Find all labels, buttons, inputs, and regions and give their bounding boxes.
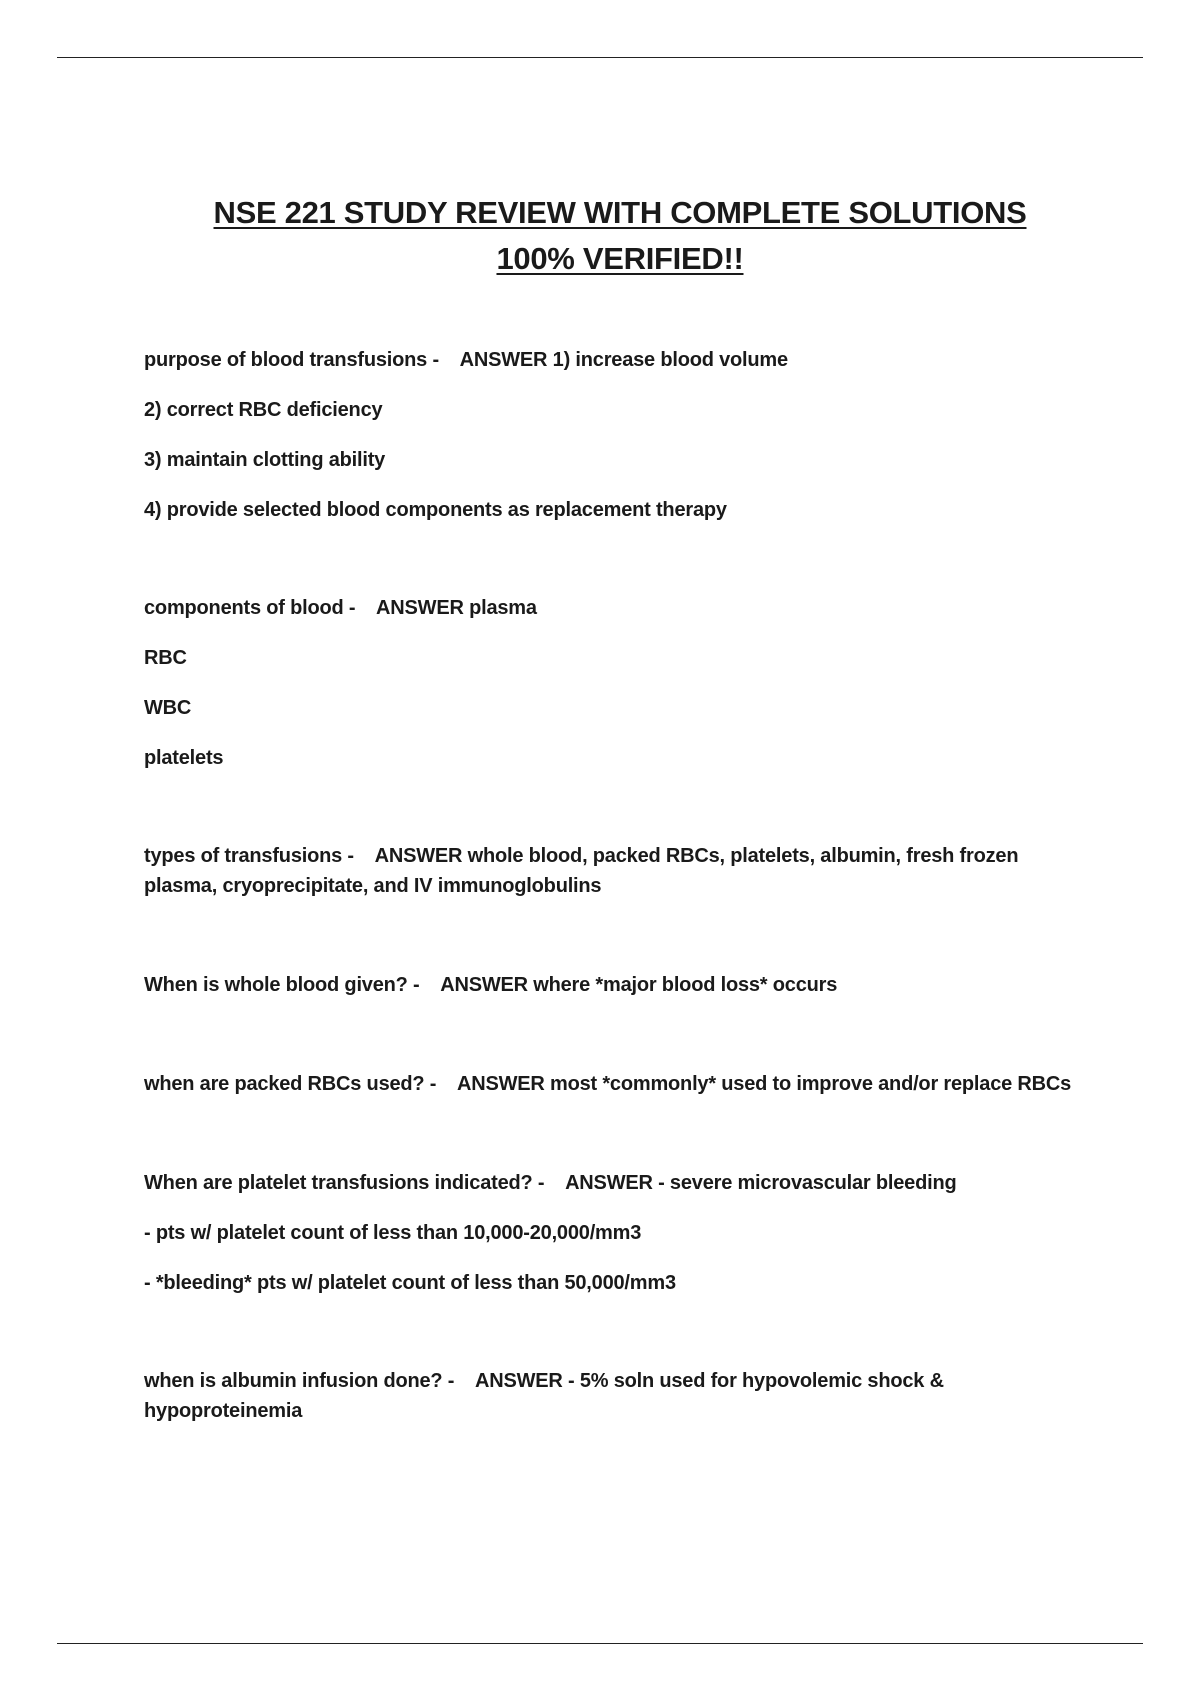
page-title [130, 190, 1110, 282]
question-text: When are platelet transfusions indicated? [144, 1172, 533, 1194]
qa-entry [144, 841, 1084, 901]
separator: - [424, 1073, 457, 1095]
qa-line [144, 593, 1084, 623]
answer-continuation: 2) correct RBC deficiency [144, 399, 383, 421]
footer-rule [57, 1643, 1143, 1644]
answer-continuation: WBC [144, 697, 192, 719]
qa-entry [144, 593, 1084, 773]
answer-continuation: RBC [144, 647, 187, 669]
qa-line [144, 345, 1084, 375]
qa-entry [144, 1366, 1084, 1426]
separator: - [532, 1172, 566, 1194]
answer-continuation: - *bleeding* pts w/ platelet count of less than 50,000/mm3 [144, 1272, 676, 1294]
answer-continuation: platelets [144, 747, 224, 769]
answer-continuation: 3) maintain clotting ability [144, 449, 386, 471]
separator: - [342, 845, 375, 867]
separator: - [407, 974, 441, 996]
qa-line [144, 1366, 1084, 1426]
answer-text: ANSWER whole blood, packed RBCs, platelets, albumin, fresh frozen plasma, cryoprecipitate, and IV immunoglobulins [144, 845, 1019, 897]
question-text: types of transfusions [144, 845, 343, 867]
title-line-1: NSE 221 STUDY REVIEW WITH COMPLETE SOLUTIONS [213, 195, 1027, 230]
separator: - [442, 1370, 475, 1392]
question-text: When is whole blood given? [144, 974, 408, 996]
title-line-2: 100% VERIFIED!! [496, 241, 744, 276]
question-text: when is albumin infusion done? [144, 1370, 443, 1392]
question-text: when are packed RBCs used? [144, 1073, 425, 1095]
answer-text: ANSWER - severe microvascular bleeding [565, 1172, 957, 1194]
header-rule [57, 57, 1143, 58]
answer-continuation: 4) provide selected blood components as replacement therapy [144, 499, 727, 521]
answer-text: ANSWER 1) increase blood volume [459, 349, 788, 371]
qa-line [144, 1069, 1084, 1099]
separator: - [343, 597, 377, 619]
answer-continuation: - pts w/ platelet count of less than 10,000-20,000/mm3 [144, 1222, 642, 1244]
answer-text: ANSWER - 5% soln used for hypovolemic shock & hypoproteinemia [144, 1370, 944, 1422]
separator: - [427, 349, 460, 371]
question-text: purpose of blood transfusions [144, 349, 428, 371]
qa-line [144, 841, 1084, 901]
qa-entry [144, 345, 1084, 525]
qa-entry [144, 1069, 1084, 1099]
answer-text: ANSWER most *commonly* used to improve and/or replace RBCs [456, 1073, 1072, 1095]
answer-text: ANSWER where *major blood loss* occurs [440, 974, 838, 996]
question-text: components of blood [144, 597, 344, 619]
answer-text: ANSWER plasma [376, 597, 537, 619]
qa-line [144, 1168, 1084, 1198]
qa-line [144, 970, 1084, 1000]
qa-entry [144, 970, 1084, 1000]
qa-entry [144, 1168, 1084, 1298]
qa-list [144, 345, 1084, 1426]
